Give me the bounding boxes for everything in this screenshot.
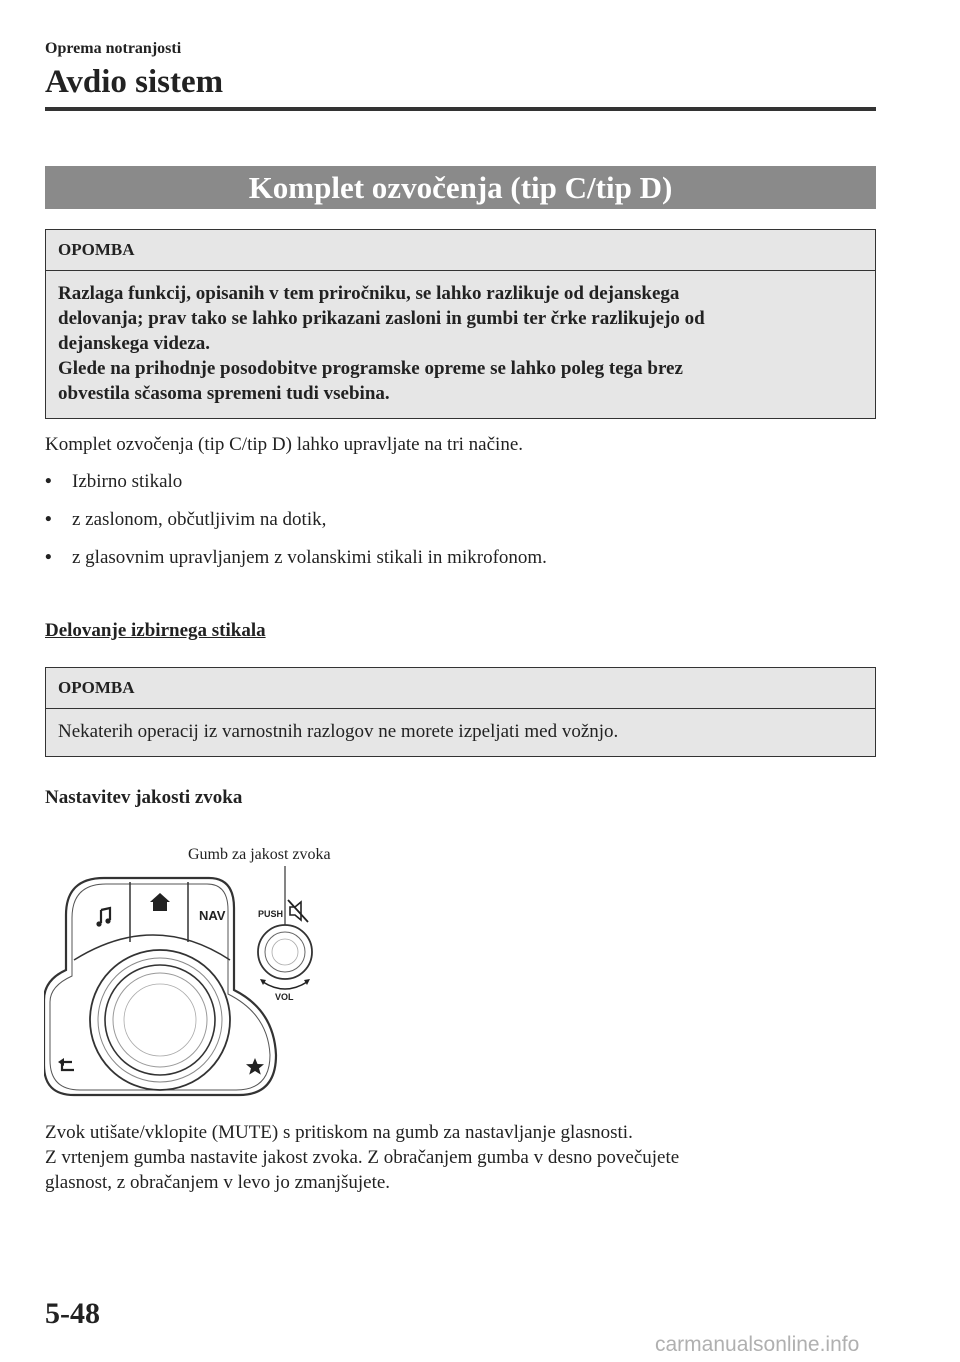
paragraph-line: Zvok utišate/vklopite (MUTE) s pritiskom na gumb za nastavljanje glasnosti. bbox=[45, 1122, 633, 1143]
push-label: PUSH bbox=[258, 909, 284, 919]
list-item-text: z glasovnim upravljanjem z volanskimi stikali in mikrofonom. bbox=[72, 547, 547, 568]
section-banner: Komplet ozvočenja (tip C/tip D) bbox=[45, 166, 876, 209]
list-item-text: Izbirno stikalo bbox=[72, 471, 183, 492]
mute-icon bbox=[288, 900, 308, 922]
commander-knob[interactable] bbox=[90, 950, 230, 1090]
bullet-icon: • bbox=[45, 509, 52, 530]
note-label: OPOMBA bbox=[46, 230, 875, 271]
note-box-safety bbox=[45, 667, 876, 757]
paragraph-line: Z vrtenjem gumba nastavite jakost zvoka. Z obračanjem gumba v desno povečujete bbox=[45, 1147, 680, 1168]
page-number: 5-48 bbox=[45, 1297, 100, 1330]
nav-button[interactable] bbox=[199, 908, 226, 923]
page-title: Avdio sistem bbox=[45, 64, 224, 100]
note-line: dejanskega videza. bbox=[58, 333, 210, 354]
intro-paragraph: Komplet ozvočenja (tip C/tip D) lahko upravljate na tri načine. bbox=[45, 434, 524, 455]
note-line: delovanja; prav tako se lahko prikazani zasloni in gumbi ter črke razlikujejo od bbox=[58, 308, 705, 329]
note-line: Razlaga funkcij, opisanih v tem priročniku, se lahko razlikuje od dejanskega bbox=[58, 283, 680, 304]
note-body bbox=[46, 271, 875, 418]
list-item bbox=[45, 545, 547, 570]
note-line: Glede na prihodnje posodobitve programske opreme se lahko poleg tega brez bbox=[58, 358, 683, 379]
note-line: obvestila sčasoma spremeni tudi vsebina. bbox=[58, 383, 390, 404]
vol-label: VOL bbox=[275, 992, 294, 1002]
section-label: Oprema notranjosti bbox=[45, 40, 182, 57]
title-divider bbox=[45, 107, 876, 111]
note-box-disclaimer bbox=[45, 229, 876, 419]
bullet-icon: • bbox=[45, 471, 52, 492]
volume-knob[interactable] bbox=[258, 925, 312, 979]
list-item-text: z zaslonom, občutljivim na dotik, bbox=[72, 509, 327, 530]
note-label: OPOMBA bbox=[46, 668, 875, 709]
volume-rotate-arc bbox=[263, 982, 307, 989]
list-item bbox=[45, 507, 326, 532]
watermark: carmanualsonline.info bbox=[655, 1333, 860, 1356]
note-body: Nekaterih operacij iz varnostnih razlogov ne morete izpeljati med vožnjo. bbox=[58, 721, 619, 742]
commander-switch-illustration bbox=[44, 860, 344, 1100]
list-item bbox=[45, 469, 182, 494]
volume-instructions bbox=[45, 1120, 679, 1195]
nav-label: NAV bbox=[199, 908, 226, 923]
figure-callout-label: Gumb za jakost zvoka bbox=[188, 846, 331, 863]
bullet-icon: • bbox=[45, 547, 52, 568]
subheading-commander-switch: Delovanje izbirnega stikala bbox=[45, 620, 266, 641]
subheading-volume: Nastavitev jakosti zvoka bbox=[45, 787, 243, 808]
paragraph-line: glasnost, z obračanjem v levo jo zmanjšujete. bbox=[45, 1172, 391, 1193]
